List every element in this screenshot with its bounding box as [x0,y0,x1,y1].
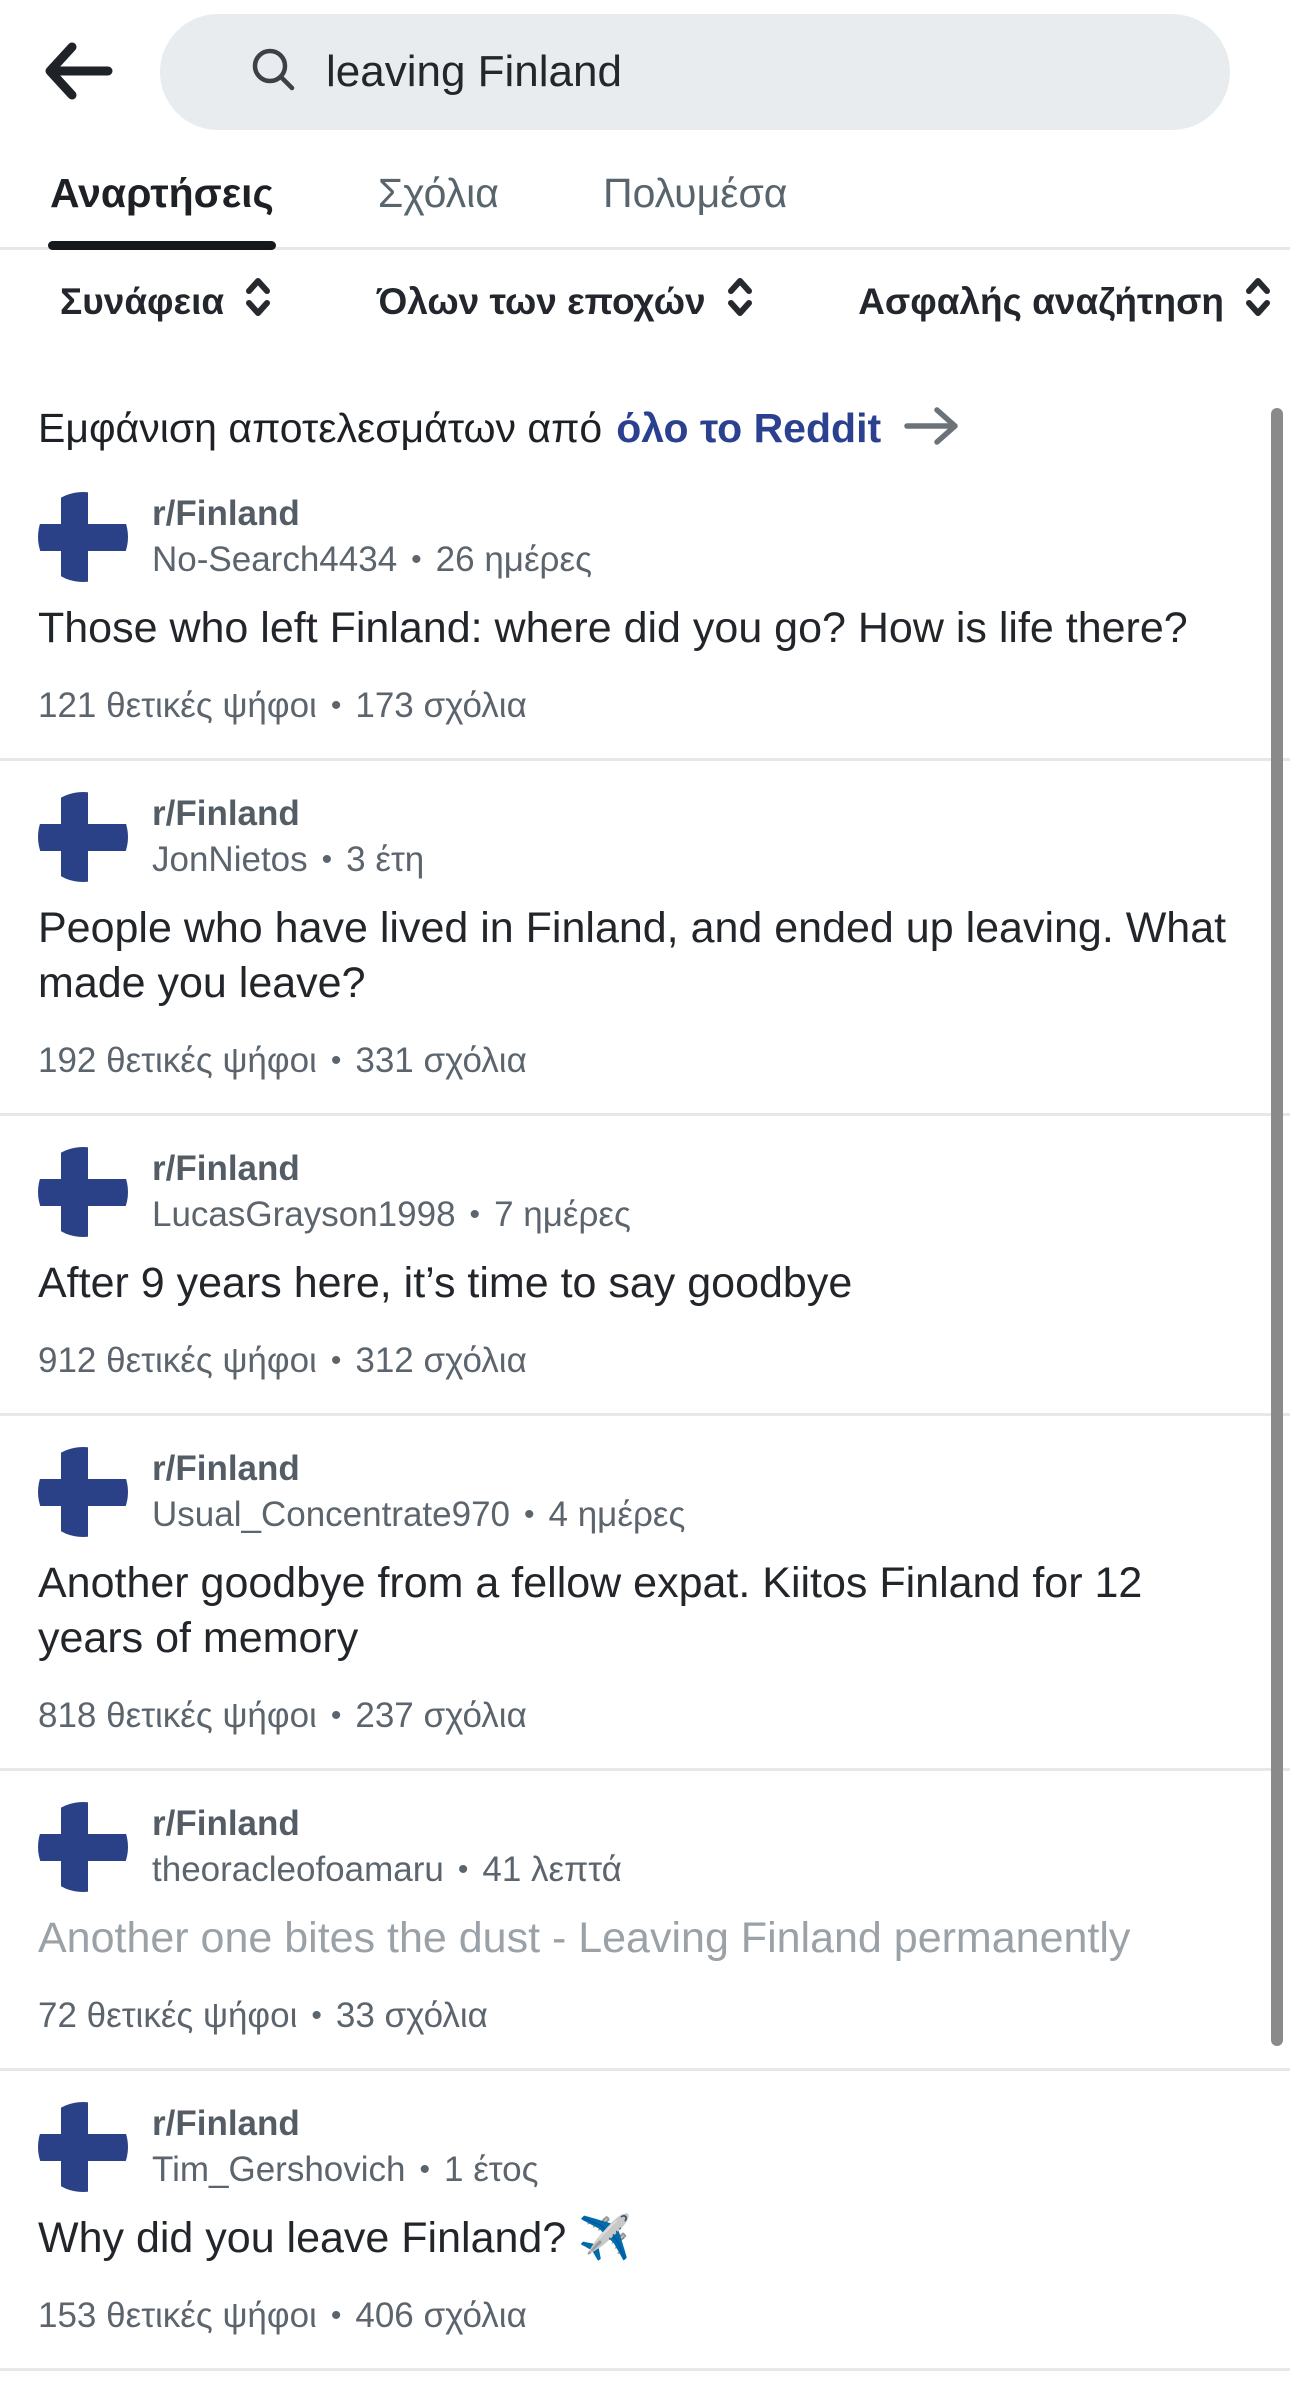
unfold-chevrons-icon [1242,274,1274,329]
post-meta [152,1801,622,1893]
post-header [38,491,1250,583]
post-stats [38,1696,1250,1736]
finland-flag-avatar [38,1802,128,1892]
post-header [38,1146,1250,1238]
comment-count: 331 σχόλια [355,1041,527,1080]
search-bar[interactable] [160,14,1230,130]
author-line [152,2147,538,2193]
top-bar [0,0,1290,132]
subreddit-name: r/Finland [152,1149,300,1188]
comment-count: 406 σχόλια [355,2296,527,2335]
filter-safe-search[interactable] [858,274,1274,329]
upvote-count: 912 θετικές ψήφοι [38,1341,317,1380]
dot-separator: • [311,1999,322,2032]
finland-flag-avatar [38,2102,128,2192]
dot-separator: • [321,843,333,876]
post-meta [152,1146,631,1238]
filter-time-range[interactable] [377,274,756,329]
post-title: Another one bites the dust - Leaving Finland permanently [38,1914,1131,1962]
upvote-count: 818 θετικές ψήφοι [38,1696,317,1735]
all-reddit-link[interactable]: όλο το Reddit [616,404,882,451]
author-name: theoracleofoamaru [152,1850,444,1889]
unfold-chevrons-icon [242,274,274,329]
search-tabs [0,132,1290,250]
comment-count: 173 σχόλια [355,686,527,725]
show-all-results-banner [0,335,1290,461]
tab-posts[interactable]: Αναρτήσεις [48,160,276,247]
post-meta [152,2101,538,2193]
post-stats [38,1996,1250,2036]
dot-separator: • [419,2153,431,2186]
post-title: Why did you leave Finland? ✈️ [38,2214,632,2262]
post-stats [38,1341,1250,1381]
search-results-list [0,461,1290,2371]
back-arrow-icon [42,39,114,106]
author-line [152,537,592,583]
post-age: 7 ημέρες [494,1195,631,1234]
banner-prefix-text: Εμφάνιση αποτελεσμάτων από [38,404,603,451]
author-line [152,1192,631,1238]
filter-label: Ασφαλής αναζήτηση [858,280,1224,322]
post-age: 1 έτος [444,2150,539,2189]
post-header [38,1801,1250,1893]
upvote-count: 121 θετικές ψήφοι [38,686,317,725]
dot-separator: • [330,689,342,722]
post-result[interactable] [0,1416,1290,1771]
dot-separator: • [469,1198,481,1231]
filter-sort-relevance[interactable] [60,274,274,329]
upvote-count: 153 θετικές ψήφοι [38,2296,317,2335]
post-age: 4 ημέρες [548,1495,686,1534]
post-age: 41 λεπτά [482,1850,622,1889]
dot-separator: • [330,1344,342,1377]
post-meta [152,1446,685,1538]
filter-label: Όλων των εποχών [376,280,706,322]
search-icon [248,44,300,101]
post-header [38,2101,1250,2193]
unfold-chevrons-icon [724,274,756,329]
subreddit-name: r/Finland [152,494,300,533]
comment-count: 33 σχόλια [335,1996,488,2035]
filter-row [0,250,1290,335]
dot-separator: • [330,1699,342,1732]
finland-flag-avatar [38,1147,128,1237]
author-name: JonNietos [152,840,308,879]
subreddit-name: r/Finland [152,1449,300,1488]
comment-count: 237 σχόλια [355,1696,527,1735]
dot-separator: • [457,1853,469,1886]
post-stats [38,1041,1250,1081]
dot-separator: • [524,1498,535,1531]
post-meta [152,491,592,583]
comment-count: 312 σχόλια [355,1341,527,1380]
post-header [38,791,1250,883]
finland-flag-avatar [38,492,128,582]
post-result[interactable] [0,1116,1290,1416]
scrollbar-thumb[interactable] [1271,408,1283,2046]
dot-separator: • [411,543,422,576]
post-age: 26 ημέρες [435,540,592,579]
post-result[interactable] [0,2071,1290,2371]
filter-label: Συνάφεια [60,280,225,322]
upvote-count: 72 θετικές ψήφοι [38,1996,298,2035]
back-button[interactable] [42,40,114,104]
subreddit-name: r/Finland [152,1804,300,1843]
post-stats [38,2296,1250,2336]
author-name: No-Search4434 [152,540,398,579]
author-name: Usual_Concentrate970 [152,1495,511,1534]
tab-comments[interactable]: Σχόλια [376,160,501,247]
post-title: Those who left Finland: where did you go? How is life there? [38,604,1188,652]
post-header [38,1446,1250,1538]
post-stats [38,686,1250,726]
search-input[interactable] [326,47,1190,97]
post-age: 3 έτη [346,840,425,879]
post-meta [152,791,424,883]
post-result[interactable] [0,1771,1290,2071]
finland-flag-avatar [38,792,128,882]
author-line [152,1847,622,1893]
arrow-right-icon [903,404,961,458]
author-line [152,837,424,883]
tab-media[interactable]: Πολυμέσα [601,160,789,247]
post-result[interactable] [0,761,1290,1116]
author-name: Tim_Gershovich [152,2150,406,2189]
author-line [152,1492,685,1538]
post-title: Another goodbye from a fellow expat. Kiitos Finland for 12 years of memory [38,1559,1143,1662]
subreddit-name: r/Finland [152,794,300,833]
finland-flag-avatar [38,1447,128,1537]
post-result[interactable] [0,461,1290,761]
upvote-count: 192 θετικές ψήφοι [38,1041,317,1080]
dot-separator: • [330,1044,342,1077]
post-title: After 9 years here, it’s time to say goodbye [38,1259,853,1307]
subreddit-name: r/Finland [152,2104,300,2143]
dot-separator: • [330,2299,342,2332]
post-title: People who have lived in Finland, and ended up leaving. What made you leave? [38,904,1227,1007]
author-name: LucasGrayson1998 [152,1195,456,1234]
